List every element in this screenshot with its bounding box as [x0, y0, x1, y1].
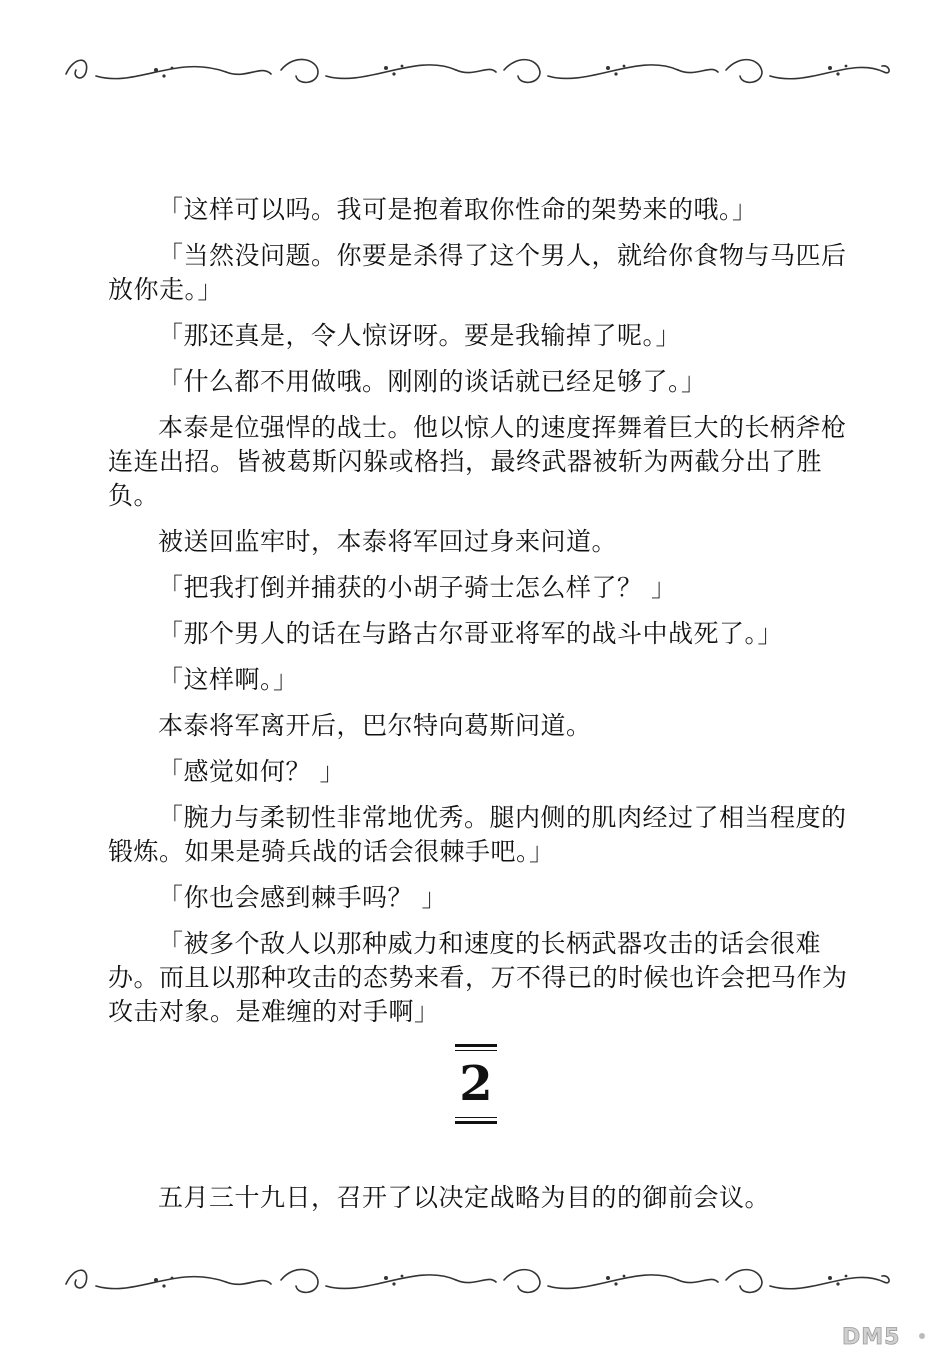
paragraph: 「那个男人的话在与路古尔哥亚将军的战斗中战死了。」 — [158, 619, 784, 648]
paragraph: 「被多个敌人以那种威力和速度的长柄武器攻击的话会很难办。而且以那种攻击的态势来看，万不得已的时候也许会把马作为攻击对象。是难缠的对手啊」 — [108, 929, 848, 1026]
paragraph: 本泰是位强悍的战士。他以惊人的速度挥舞着巨大的长柄斧枪连连出招。皆被葛斯闪躲或格挡，最终武器被斩为两截分出了胜负。 — [108, 413, 847, 510]
body-text — [108, 193, 854, 1041]
paragraph: 「你也会感到棘手吗？ 」 — [158, 883, 447, 912]
chapter-rule-bottom — [455, 1117, 497, 1124]
paragraph: 本泰将军离开后，巴尔特向葛斯问道。 — [158, 711, 592, 740]
chapter-number: 2 — [459, 1056, 493, 1112]
paragraph: 「什么都不用做哦。刚刚的谈话就已经足够了。」 — [158, 367, 707, 396]
paragraph: 「感觉如何？ 」 — [158, 757, 345, 786]
dm5-watermark-logo — [838, 1318, 938, 1352]
paragraph: 「腕力与柔韧性非常地优秀。腿内侧的肌肉经过了相当程度的锻炼。如果是骑兵战的话会很棘手吧。」 — [108, 803, 847, 866]
chapter-rule-top — [455, 1044, 497, 1051]
paragraph: 「把我打倒并捕获的小胡子骑士怎么样了？ 」 — [158, 573, 677, 602]
paragraph: 被送回监牢时，本泰将军回过身来问道。 — [158, 527, 618, 556]
closing-text — [108, 1181, 854, 1227]
watermark-dot — [919, 1333, 925, 1339]
paragraph: 五月三十九日，召开了以决定战略为目的的御前会议。 — [158, 1183, 771, 1212]
watermark-text: DM5 — [842, 1325, 901, 1350]
chapter-heading — [0, 1044, 952, 1124]
paragraph: 「当然没问题。你要是杀得了这个男人，就给你食物与马匹后放你走。」 — [108, 241, 847, 304]
paragraph: 「这样啊。」 — [158, 665, 299, 694]
paragraph: 「那还真是，令人惊讶呀。要是我输掉了呢。」 — [158, 321, 682, 350]
top-ornamental-border — [56, 46, 896, 96]
paragraph: 「这样可以吗。我可是抱着取你性命的架势来的哦。」 — [158, 195, 758, 224]
bottom-ornamental-border — [56, 1256, 896, 1306]
